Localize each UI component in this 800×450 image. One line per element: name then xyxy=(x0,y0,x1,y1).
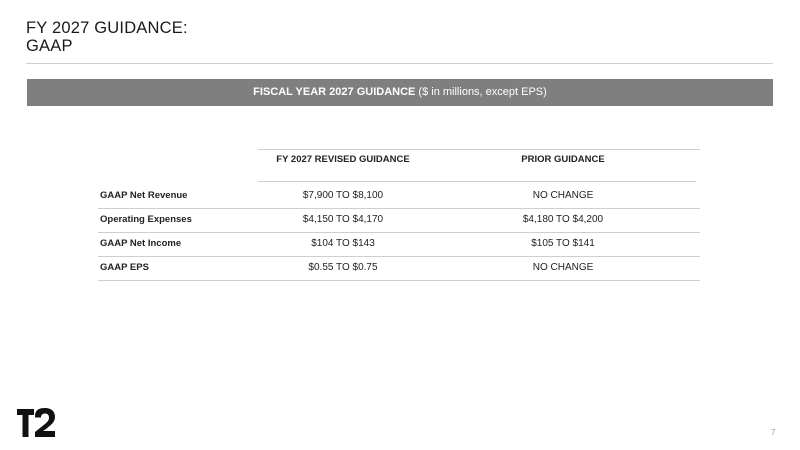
title-divider xyxy=(26,63,773,64)
revised-value: $4,150 TO $4,170 xyxy=(302,214,384,225)
page-number: 7 xyxy=(771,428,776,437)
column-header-revised: FY 2027 REVISED GUIDANCE xyxy=(276,154,410,165)
column-header-prior: PRIOR GUIDANCE xyxy=(521,154,605,165)
row-label: GAAP Net Revenue xyxy=(100,190,188,201)
prior-value: NO CHANGE xyxy=(532,190,594,201)
table-row xyxy=(98,232,700,257)
banner-title: FISCAL YEAR 2027 GUIDANCE xyxy=(253,86,416,98)
prior-value: $4,180 TO $4,200 xyxy=(522,214,604,225)
row-label: Operating Expenses xyxy=(100,214,192,225)
table-header-bottom-divider xyxy=(258,181,696,182)
table-row xyxy=(98,184,700,209)
t2-logo xyxy=(17,407,57,439)
page-title-line-2: GAAP xyxy=(26,37,73,55)
logo-text: T2 xyxy=(17,407,19,408)
revised-value: $104 TO $143 xyxy=(311,238,375,249)
prior-value: NO CHANGE xyxy=(532,262,594,273)
row-label: GAAP Net Income xyxy=(100,238,182,249)
row-label: GAAP EPS xyxy=(100,262,149,273)
prior-value: $105 TO $141 xyxy=(531,238,595,249)
table-row xyxy=(98,256,700,281)
revised-value: $7,900 TO $8,100 xyxy=(302,190,384,201)
revised-value: $0.55 TO $0.75 xyxy=(308,262,378,273)
page-title-line-1: FY 2027 GUIDANCE: xyxy=(26,19,188,37)
guidance-banner xyxy=(27,79,773,106)
banner-subtitle: ($ in millions, except EPS) xyxy=(415,86,547,98)
table-row xyxy=(98,208,700,233)
table-header-top-divider xyxy=(258,149,700,150)
page-title xyxy=(26,19,426,55)
